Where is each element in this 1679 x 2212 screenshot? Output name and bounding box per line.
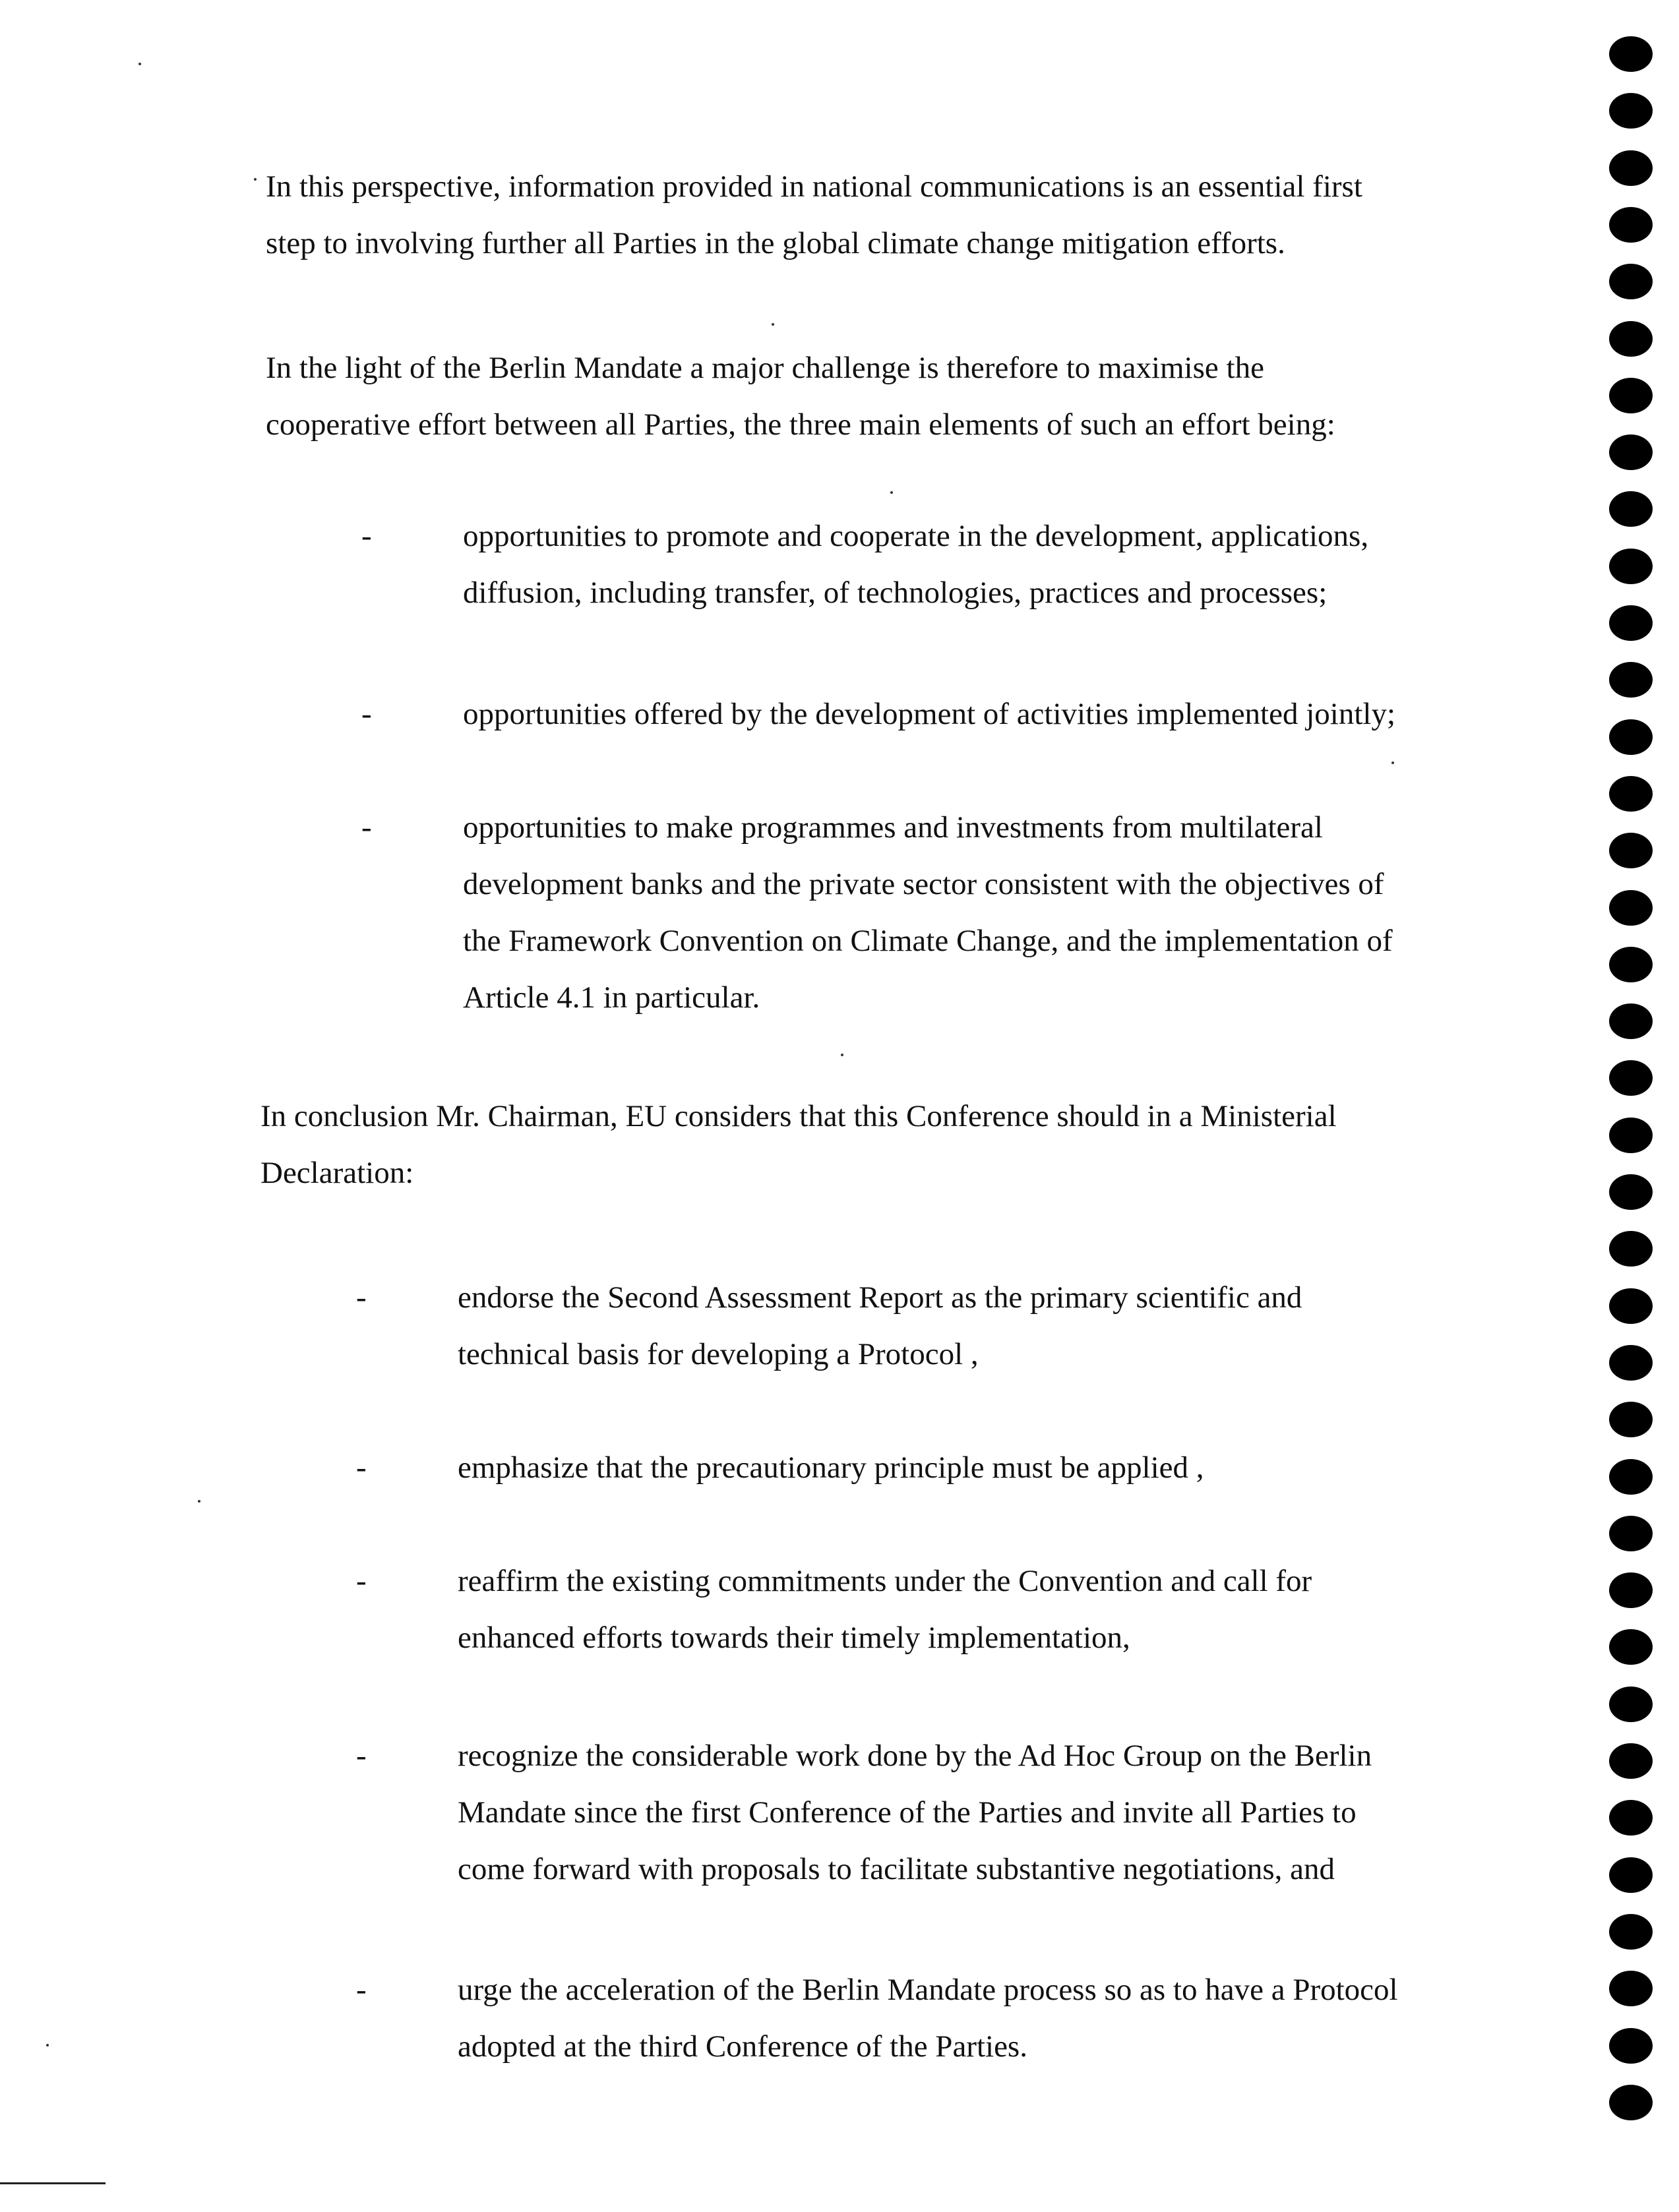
scan-speck	[254, 178, 257, 181]
list-bullet: -	[356, 1739, 367, 1773]
list-bullet: -	[356, 1564, 367, 1598]
binder-hole	[1609, 2028, 1653, 2064]
list-item: opportunities to promote and cooperate in the development, applications, diffusion, including transfer, of technologies, practices and processes;	[463, 519, 1369, 610]
binder-hole	[1609, 890, 1653, 926]
binder-hole	[1609, 2085, 1653, 2120]
scan-edge-line	[0, 2182, 106, 2184]
binder-hole	[1609, 1003, 1653, 1039]
paragraph-perspective: In this perspective, information provided in national communications is an essential first step to involving further all Parties in the global climate change mitigation efforts.	[266, 169, 1362, 260]
scan-speck	[46, 2044, 49, 2047]
binder-hole	[1609, 549, 1653, 584]
binder-hole	[1609, 1231, 1653, 1267]
scan-speck	[1391, 762, 1394, 764]
binder-hole	[1609, 1857, 1653, 1893]
binder-hole	[1609, 662, 1653, 698]
binder-hole	[1609, 150, 1653, 186]
binder-hole	[1609, 1687, 1653, 1722]
scan-speck	[890, 491, 893, 494]
scan-speck	[772, 323, 774, 326]
list-bullet: -	[361, 810, 372, 845]
binder-holes	[1609, 36, 1662, 2212]
list-item: urge the acceleration of the Berlin Mandate process so as to have a Protocol adopted at the third Conference of the Parties.	[458, 1973, 1398, 2064]
binder-hole	[1609, 719, 1653, 755]
list-item: opportunities to make programmes and investments from multilateral development banks and the private sector consistent with the objectives of the Framework Convention on Climate Change, and the implementation of Article 4.1 in particular.	[463, 810, 1393, 1015]
binder-hole	[1609, 36, 1653, 72]
binder-hole	[1609, 321, 1653, 357]
binder-hole	[1609, 833, 1653, 868]
list-bullet: -	[361, 697, 372, 731]
list-bullet: -	[356, 1280, 367, 1315]
list-item: recognize the considerable work done by the Ad Hoc Group on the Berlin Mandate since the first Conference of the Parties and invite all Parties to come forward with proposals to facilitate substantive negotiations, and	[458, 1739, 1372, 1886]
list-bullet: -	[361, 519, 372, 553]
binder-hole	[1609, 1174, 1653, 1210]
binder-hole	[1609, 1629, 1653, 1665]
binder-hole	[1609, 491, 1653, 527]
binder-hole	[1609, 776, 1653, 812]
binder-hole	[1609, 1402, 1653, 1437]
list-bullet: -	[356, 1973, 367, 2007]
binder-hole	[1609, 1345, 1653, 1381]
binder-hole	[1609, 1118, 1653, 1153]
list-item: endorse the Second Assessment Report as the primary scientific and technical basis for developing a Protocol ,	[458, 1280, 1302, 1371]
binder-hole	[1609, 1288, 1653, 1324]
binder-hole	[1609, 207, 1653, 243]
binder-hole	[1609, 434, 1653, 470]
binder-hole	[1609, 264, 1653, 299]
binder-hole	[1609, 947, 1653, 982]
paragraph-berlin-mandate-challenge: In the light of the Berlin Mandate a major challenge is therefore to maximise the cooperative effort between all Parties, the three main elements of such an effort being:	[266, 351, 1335, 442]
list-item: opportunities offered by the development of activities implemented jointly;	[463, 697, 1396, 731]
list-item: reaffirm the existing commitments under the Convention and call for enhanced efforts towards their timely implementation,	[458, 1564, 1312, 1655]
binder-hole	[1609, 1743, 1653, 1779]
binder-hole	[1609, 93, 1653, 129]
binder-hole	[1609, 605, 1653, 641]
scan-speck	[841, 1054, 843, 1056]
binder-hole	[1609, 1572, 1653, 1608]
binder-hole	[1609, 1971, 1653, 2006]
scan-speck	[198, 1500, 200, 1503]
paragraph-conclusion: In conclusion Mr. Chairman, EU considers that this Conference should in a Ministerial Declaration:	[260, 1099, 1337, 1190]
scan-speck	[138, 63, 141, 65]
binder-hole	[1609, 1459, 1653, 1495]
binder-hole	[1609, 378, 1653, 413]
list-item: emphasize that the precautionary principle must be applied ,	[458, 1450, 1204, 1485]
binder-hole	[1609, 1800, 1653, 1836]
binder-hole	[1609, 1516, 1653, 1551]
binder-hole	[1609, 1914, 1653, 1950]
list-bullet: -	[356, 1450, 367, 1485]
binder-hole	[1609, 1060, 1653, 1096]
